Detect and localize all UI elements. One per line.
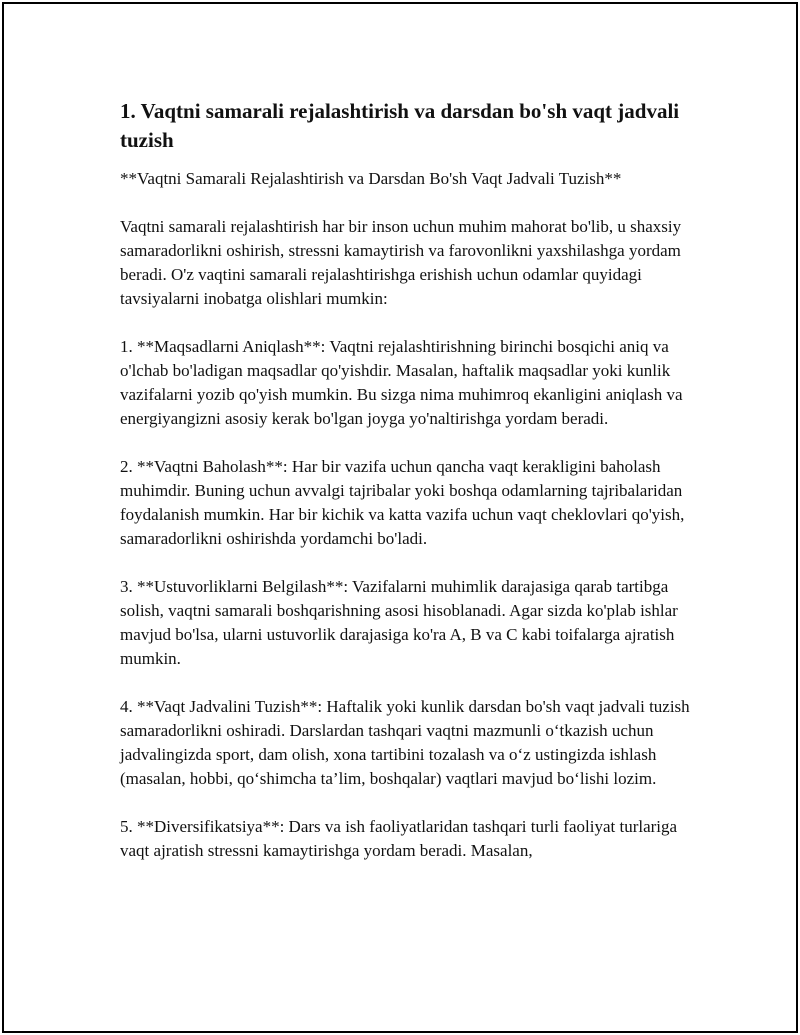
list-item-1-paragraph: 1. **Maqsadlarni Aniqlash**: Vaqtni rejalashtirishning birinchi bosqichi aniq va o'lchab bo'ladigan maqsadlar qo'yishdir. Masalan, haftalik maqsadlar yoki kunlik vazifalarni yozib qo'yish mumkin. Bu sizga nima muhimroq ekanligini aniqlash va energiyangizni asosiy kerak bo'lgan joyga yo'naltirishga yordam beradi. xyxy=(120,337,683,428)
list-item-4-paragraph: 4. **Vaqt Jadvalini Tuzish**: Haftalik yoki kunlik darsdan bo'sh vaqt jadvali tuzish samaradorlikni oshiradi. Darslardan tashqari vaqtni mazmunli o‘tkazish uchun jadvalingizda sport, dam olish, xona tartibini tozalash va o‘z ustingizda ishlash (masalan, hobbi, qo‘shimcha ta’lim, boshqalar) vaqtlari mavjud bo‘lishi lozim. xyxy=(120,697,690,788)
intro-paragraph: Vaqtni samarali rejalashtirish har bir inson uchun muhim mahorat bo'lib, u shaxsiy samaradorlikni oshirish, stressni kamaytirish va farovonlikni yaxshilashga yordam beradi. O'z vaqtini samarali rejalashtirishga erishish uchun odamlar quyidagi tavsiyalarni inobatga olishlari mumkin: xyxy=(120,217,682,308)
list-item-2-paragraph: 2. **Vaqtni Baholash**: Har bir vazifa uchun qancha vaqt kerakligini baholash muhimdir. Buning uchun avvalgi tajribalar yoki boshqa odamlarning tajribalaridan foydalanish mumkin. Har bir kichik va katta vazifa uchun vaqt cheklovlari qo'yish, samaradorlikni oshirishda yordamchi bo'ladi. xyxy=(120,457,685,548)
list-item-3-paragraph: 3. **Ustuvorliklarni Belgilash**: Vazifalarni muhimlik darajasiga qarab tartibga solish, vaqtni samarali boshqarishning asosi hisoblanadi. Agar sizda ko'plab ishlar mavjud bo'lsa, ularni ustuvorlik darajasiga ko'ra A, B va C kabi toifalarga ajratish mumkin. xyxy=(120,577,678,668)
bold-title-paragraph: **Vaqtni Samarali Rejalashtirish va Darsdan Bo'sh Vaqt Jadvali Tuzish** xyxy=(120,169,622,188)
page-frame xyxy=(2,2,798,1033)
document-body xyxy=(120,97,692,887)
list-item-5-paragraph: 5. **Diversifikatsiya**: Dars va ish faoliyatlaridan tashqari turli faoliyat turlariga vaqt ajratish stressni kamaytirishga yordam beradi. Masalan, xyxy=(120,817,678,860)
section-heading: 1. Vaqtni samarali rejalashtirish va darsdan bo'sh vaqt jadvali tuzish xyxy=(120,99,680,152)
